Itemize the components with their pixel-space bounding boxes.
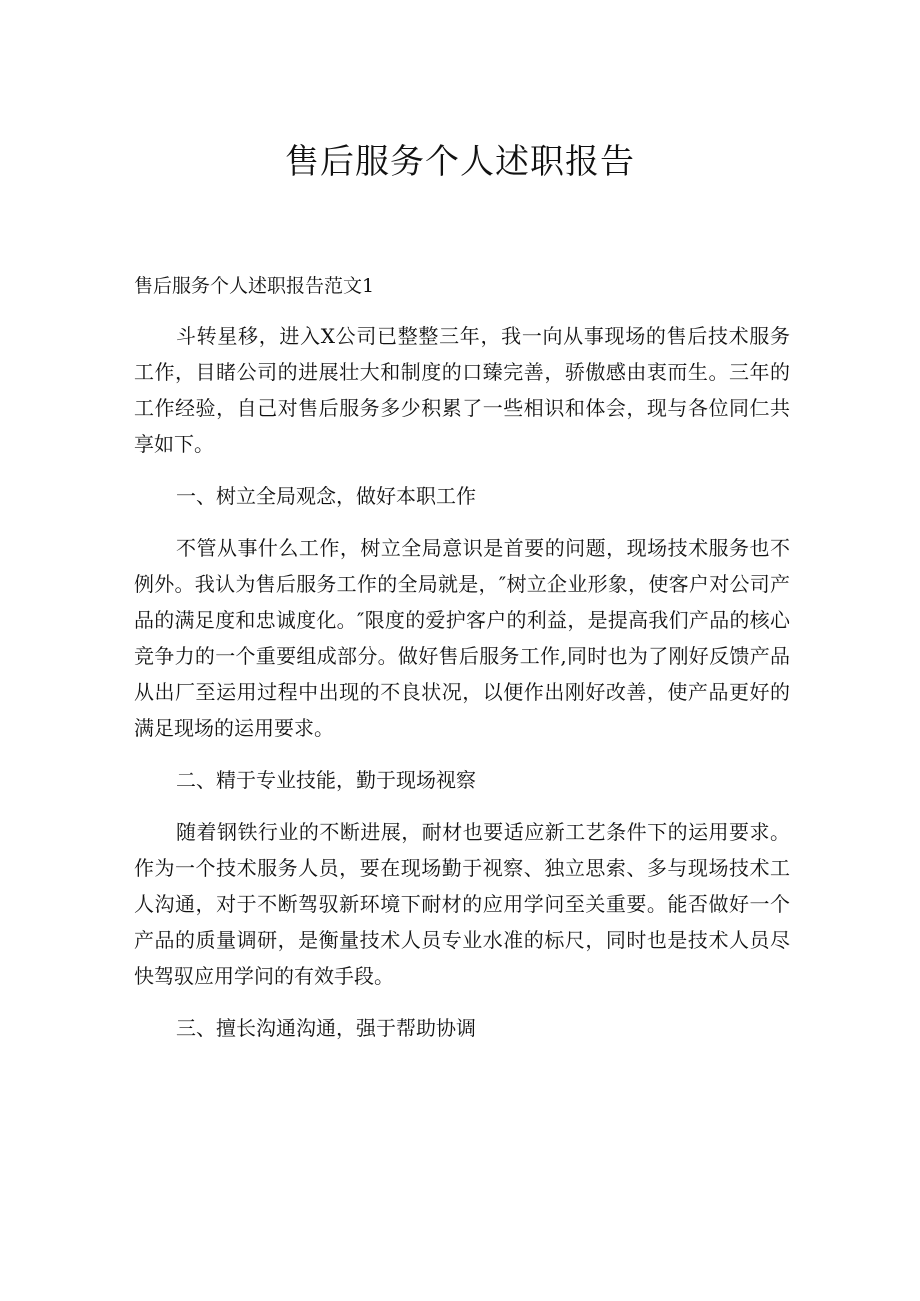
document-subtitle: 售后服务个人述职报告范文1 [134,275,375,297]
section-heading-2: 二、精于专业技能，勤于现场视察 [176,768,476,792]
section-heading-3: 三、擅长沟通沟通，强于帮助协调 [176,1016,476,1040]
section-heading-1: 一、树立全局观念，做好本职工作 [176,484,476,508]
paragraph-section-1: 不管从事什么工作，树立全局意识是首要的问题，现场技术服务也不例外。我认为售后服务工作的全局就是，″树立企业形象，使客户对公司产品的满足度和忠诚度化。″限度的爱护客户的利益，是提高我们产品的核心竞争力的一个重要组成部分。做好售后服务工作,同时也为了刚好反馈产品从出厂至运用过程中出现的不良状况，以便作出刚好改善，使产品更好的满足现场的运用要求。 [134,536,790,740]
paragraph-intro: 斗转星移，进入X公司已整整三年，我一向从事现场的售后技术服务工作，目睹公司的进展壮大和制度的口臻完善，骄傲感由衷而生。三年的工作经验，自己对售后服务多少积累了一些相识和体会，现与各位同仁共享如下。 [134,324,790,456]
paragraph-section-2: 随着钢铁行业的不断进展，耐材也要适应新工艺条件下的运用要求。作为一个技术服务人员，要在现场勤于视察、独立思索、多与现场技术工人沟通，对于不断驾驭新环境下耐材的应用学问至关重要。能否做好一个产品的质量调研，是衡量技术人员专业水准的标尺，同时也是技术人员尽快驾驭应用学问的有效手段。 [134,820,790,988]
document-title: 售后服务个人述职报告 [285,142,635,182]
document-body [134,318,790,1062]
